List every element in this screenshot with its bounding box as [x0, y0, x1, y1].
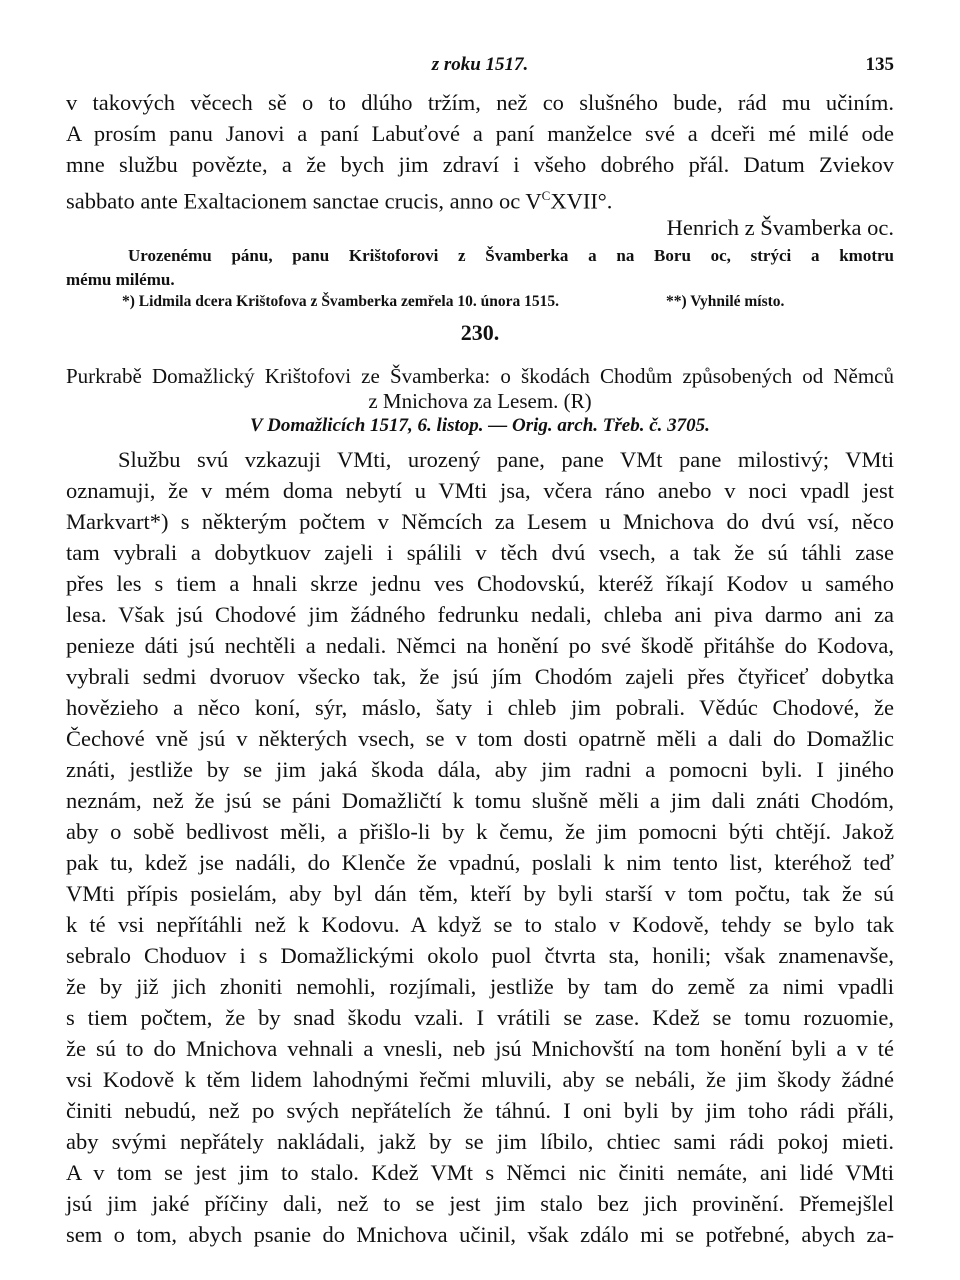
dating-tail: XVII°.	[550, 188, 613, 214]
body-line: činiti nebudú, než po svých nepřátelích že táhnú. I oni byli by jim toho rádi přáli,	[66, 1098, 894, 1123]
body-line: hovězieho a něco koní, sýr, máslo, šaty i chleb jim pobrali. Vědúc Chodové, že	[66, 695, 894, 720]
text-line: A prosím panu Janovi a paní Labuťové a paní manželce své a dceři mé milé ode	[66, 121, 894, 146]
footnote: *) Lidmila dcera Krištofova z Švamberka zemřela 10. února 1515.	[122, 293, 559, 310]
body-line: pak tu, kdež jse nadáli, do Klenče že vpadnú, poslali k nim tento list, kteréhož teď	[66, 850, 894, 875]
body-line: VMti přípis posielám, aby byl dán těm, kteří by byli starší v tom počtu, tak že sú	[66, 881, 894, 906]
text-line: v takových věcech sě o to dlúho tržím, než co slušného bude, rád mu učiním.	[66, 90, 894, 115]
body-line: k té vsi nepřítáhli než k Kodovu. A když se to stalo v Kodově, tehdy se bylo tak	[66, 912, 894, 937]
body-line: vybrali sedmi dvoruov všecko tak, že jsú jím Chodóm zajeli přes čtyřiceť dobytka	[66, 664, 894, 689]
summary-line: z Mnichova za Lesem. (R)	[368, 389, 592, 413]
body-line: vsi Kodově k těm lidem lahodnými řečmi mluvili, aby se nebáli, že jim škody žádné	[66, 1067, 894, 1092]
body-line: že sú to do Mnichova vehnali a vnesli, neb jsú Mnichovští na tom honění byli a v té	[66, 1036, 894, 1061]
body-line: tam vybrali a dobytkuov zajeli i spálili v těch dvú vsech, a tak že sú táhli zase	[66, 540, 894, 565]
address-line: mému milému.	[66, 270, 175, 289]
footnote: **) Vyhnilé místo.	[666, 293, 785, 310]
body-line: sem o tom, abych psanie do Mnichova učinil, však zdálo mi se potřebné, abych za-	[66, 1222, 894, 1247]
source-line: V Domažlicích 1517, 6. listop. — Orig. arch. Třeb. č. 3705.	[250, 415, 710, 436]
document-number: 230.	[460, 320, 500, 345]
body-line: oznamuji, že v mém doma nebytí u VMti jsa, včera ráno anebo v noci vpadl jest	[66, 478, 894, 503]
body-line: znáti, jestliže by se jim jaká škoda dála, aby jim radni a pomocni byli. I jiného	[66, 757, 894, 782]
body-line: s tiem počtem, že by snad škodu vzali. I vrátili se zase. Kdež se tomu rozuomie,	[66, 1005, 894, 1030]
body-line: lesa. Však jsú Chodové jim žádného fedrunku nedali, chleba ani piva darmo ani za	[66, 602, 894, 627]
body-line: aby o sobě bedlivost měli, a přišlo-li by k čemu, že jim pomocni býti chtějí. Jakož	[66, 819, 894, 844]
body-line: sebralo Choduov i s Domažlickými okolo puol čtvrta sta, honili; však znamenavše,	[66, 943, 894, 968]
page-number: 135	[865, 54, 894, 75]
dating-text: sabbato ante Exaltacionem sanctae crucis, anno oc V	[66, 188, 542, 214]
summary-line: Purkrabě Domažlický Krištofovi ze Švamberka: o škodách Chodům způsobených od Němců	[66, 364, 894, 388]
body-line: neznám, než že jsú se páni Domažličtí k tomu slušně měli a jim dali znáti Chodóm,	[66, 788, 894, 813]
body-line: jsú jim jaké příčiny dali, než to se jest jim stalo bez jich provinění. Přemejšlel	[66, 1191, 894, 1216]
body-line: penieze dáti jsú nechtěli a nedali. Němci na honění po své škodě přitáhše do Kodova,	[66, 633, 894, 658]
text-line: mne službu povězte, a že bych jim zdraví i všeho dobrého přál. Datum Zviekov	[66, 152, 894, 177]
body-line: Čechové vně jsú v některých vsech, se v tom dosti opatrně měli a dali do Domažlic	[66, 726, 894, 751]
body-line: Markvart*) s některým počtem v Němcích za Lesem u Mnichova do dvú vsí, něco	[66, 509, 894, 534]
body-line: aby svými nepřátely nakládali, jakž by se jim líbilo, chtiec sami rádi pokoj mieti.	[66, 1129, 894, 1154]
body-line: přes les s tiem a hnali skrze jednu ves Chodovskú, kteréž říkají Kodov u samého	[66, 571, 894, 596]
running-title: z roku 1517.	[431, 54, 529, 75]
body-line: Službu svú vzkazuji VMti, urozený pane, pane VMt pane milostivý; VMti	[118, 447, 894, 472]
signature: Henrich z Švamberka oc.	[666, 215, 894, 240]
body-line: A v tom se jest jim to stalo. Kdež VMt s Němci nic činiti nemáte, ani lidé VMti	[66, 1160, 894, 1185]
body-line: že by již jich zhoniti nemohli, rozjímali, jestliže by tam do země za nimi vpadli	[66, 974, 894, 999]
address-line: Urozenému pánu, panu Krištoforovi z Švamberka a na Boru oc, strýci a kmotru	[128, 246, 894, 265]
dating-superscript: C	[541, 188, 551, 203]
